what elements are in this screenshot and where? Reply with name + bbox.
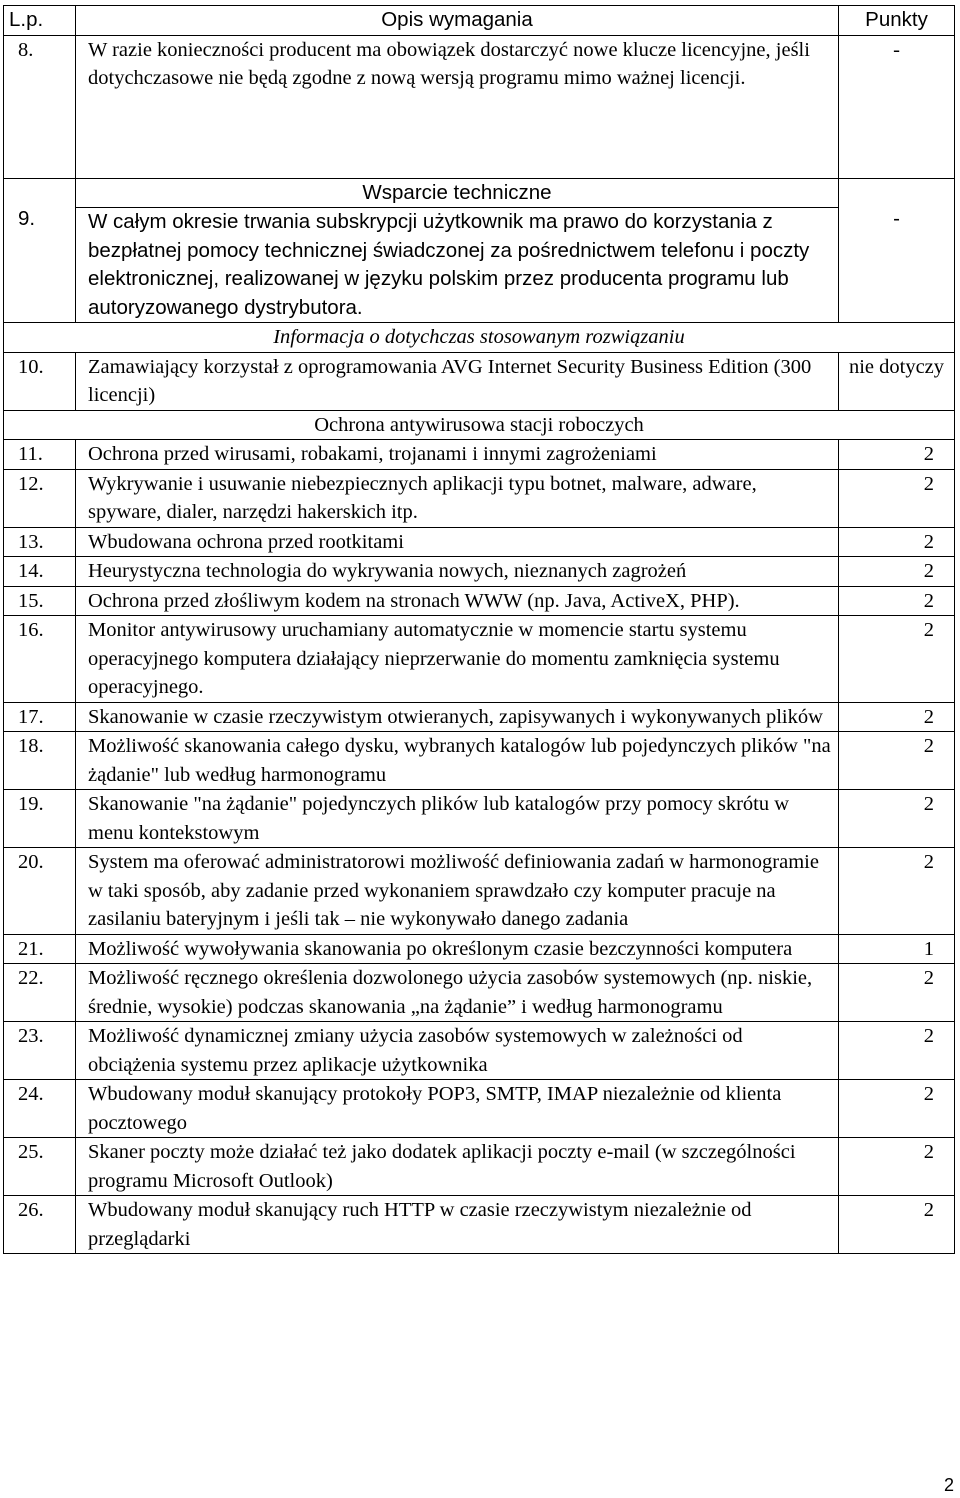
table-row [4, 790, 955, 848]
row-points: 2 [839, 702, 955, 732]
row-description: W razie konieczności producent ma obowiązek dostarczyć nowe klucze licencyjne, jeśli dotychczasowe nie będą zgodne z nową wersją programu mimo ważnej licencji. [76, 35, 839, 178]
row-description: Wbudowany moduł skanujący ruch HTTP w czasie rzeczywistym niezależnie od przeglądarki [76, 1196, 839, 1254]
row-points: - [839, 35, 955, 178]
row-number: 23. [4, 1022, 76, 1080]
row-description: Heurystyczna technologia do wykrywania nowych, nieznanych zagrożeń [76, 557, 839, 587]
row-description: Ochrona przed złośliwym kodem na stronach WWW (np. Java, ActiveX, PHP). [76, 586, 839, 616]
row-points: 2 [839, 1138, 955, 1196]
row-points: 2 [839, 469, 955, 527]
table-row [4, 35, 955, 178]
row-description: Zamawiający korzystał z oprogramowania AVG Internet Security Business Edition (300 licencji) [76, 352, 839, 410]
row-description: Skanowanie w czasie rzeczywistym otwieranych, zapisywanych i wykonywanych plików [76, 702, 839, 732]
section-title-wsparcie: Wsparcie techniczne [76, 178, 839, 208]
header-lp: L.p. [4, 6, 76, 36]
row-description: W całym okresie trwania subskrypcji użytkownik ma prawo do korzystania z bezpłatnej pomocy technicznej świadczonej za pośrednictwem telefonu i poczty elektronicznej, realizowanej w języku polskim przez producenta programu lub autoryzowanego dystrybutora. [76, 208, 839, 323]
row-description: Skaner poczty może działać też jako dodatek aplikacji poczty e-mail (w szczególności programu Microsoft Outlook) [76, 1138, 839, 1196]
table-row [4, 1196, 955, 1254]
table-row [4, 1138, 955, 1196]
row-points: - [839, 178, 955, 323]
row-description: Możliwość ręcznego określenia dozwolonego użycia zasobów systemowych (np. niskie, średnie, wysokie) podczas skanowania „na żądanie” i według harmonogramu [76, 964, 839, 1022]
row-points: 2 [839, 790, 955, 848]
row-number: 17. [4, 702, 76, 732]
row-number: 10. [4, 352, 76, 410]
row-points: 2 [839, 1196, 955, 1254]
row-description: Możliwość dynamicznej zmiany użycia zasobów systemowych w zależności od obciążenia systemu przez aplikacje użytkownika [76, 1022, 839, 1080]
table-row [4, 964, 955, 1022]
table-row [4, 557, 955, 587]
row-description: Wbudowana ochrona przed rootkitami [76, 527, 839, 557]
table-row [4, 440, 955, 470]
page-number: 2 [943, 1475, 954, 1495]
table-row [4, 586, 955, 616]
row-points: 1 [839, 934, 955, 964]
section-row [4, 178, 955, 208]
table-row [4, 208, 955, 323]
header-opis: Opis wymagania [76, 6, 839, 36]
row-points: nie dotyczy [839, 352, 955, 410]
table-row [4, 732, 955, 790]
table-row [4, 527, 955, 557]
row-description: Możliwość skanowania całego dysku, wybranych katalogów lub pojedynczych plików "na żądanie" lub według harmonogramu [76, 732, 839, 790]
row-points: 2 [839, 440, 955, 470]
row-number: 25. [4, 1138, 76, 1196]
row-number: 9. [4, 178, 76, 323]
row-description: Wykrywanie i usuwanie niebezpiecznych aplikacji typu botnet, malware, adware, spyware, dialer, narzędzi hakerskich itp. [76, 469, 839, 527]
row-number: 26. [4, 1196, 76, 1254]
row-points: 2 [839, 586, 955, 616]
header-punkty: Punkty [839, 6, 955, 36]
table-row [4, 848, 955, 935]
row-points: 2 [839, 616, 955, 703]
row-points: 2 [839, 527, 955, 557]
table-row [4, 1080, 955, 1138]
header-row [4, 6, 955, 36]
row-description: Skanowanie "na żądanie" pojedynczych plików lub katalogów przy pomocy skrótu w menu kontekstowym [76, 790, 839, 848]
requirements-table [3, 5, 955, 1254]
row-number: 18. [4, 732, 76, 790]
requirements-rows [4, 440, 955, 1254]
row-number: 13. [4, 527, 76, 557]
row-number: 16. [4, 616, 76, 703]
row-description: Możliwość wywoływania skanowania po określonym czasie bezczynności komputera [76, 934, 839, 964]
section-row [4, 410, 955, 440]
section-row [4, 323, 955, 353]
row-points: 2 [839, 1080, 955, 1138]
row-number: 24. [4, 1080, 76, 1138]
row-description: Monitor antywirusowy uruchamiany automatycznie w momencie startu systemu operacyjnego komputera działający nieprzerwanie do momentu zamknięcia systemu operacyjnego. [76, 616, 839, 703]
section-title-informacja: Informacja o dotychczas stosowanym rozwiązaniu [4, 323, 955, 353]
row-description: System ma oferować administratorowi możliwość definiowania zadań w harmonogramie w taki sposób, aby zadanie przed wykonaniem sprawdzało czy komputer pracuje na zasilaniu bateryjnym i jeśli tak – nie wykonywało danego zadania [76, 848, 839, 935]
row-points: 2 [839, 964, 955, 1022]
table-row [4, 469, 955, 527]
row-points: 2 [839, 1022, 955, 1080]
table-row [4, 702, 955, 732]
row-description: Ochrona przed wirusami, robakami, trojanami i innymi zagrożeniami [76, 440, 839, 470]
row-number: 14. [4, 557, 76, 587]
row-number: 19. [4, 790, 76, 848]
row-points: 2 [839, 848, 955, 935]
row-number: 12. [4, 469, 76, 527]
section-title-ochrona: Ochrona antywirusowa stacji roboczych [4, 410, 955, 440]
row-points: 2 [839, 732, 955, 790]
row-points: 2 [839, 557, 955, 587]
row-number: 21. [4, 934, 76, 964]
row-number: 11. [4, 440, 76, 470]
row-number: 20. [4, 848, 76, 935]
row-number: 15. [4, 586, 76, 616]
row-number: 8. [4, 35, 76, 178]
table-row [4, 352, 955, 410]
table-row [4, 934, 955, 964]
table-row [4, 616, 955, 703]
row-number: 22. [4, 964, 76, 1022]
table-row [4, 1022, 955, 1080]
row-description: Wbudowany moduł skanujący protokoły POP3, SMTP, IMAP niezależnie od klienta pocztowego [76, 1080, 839, 1138]
